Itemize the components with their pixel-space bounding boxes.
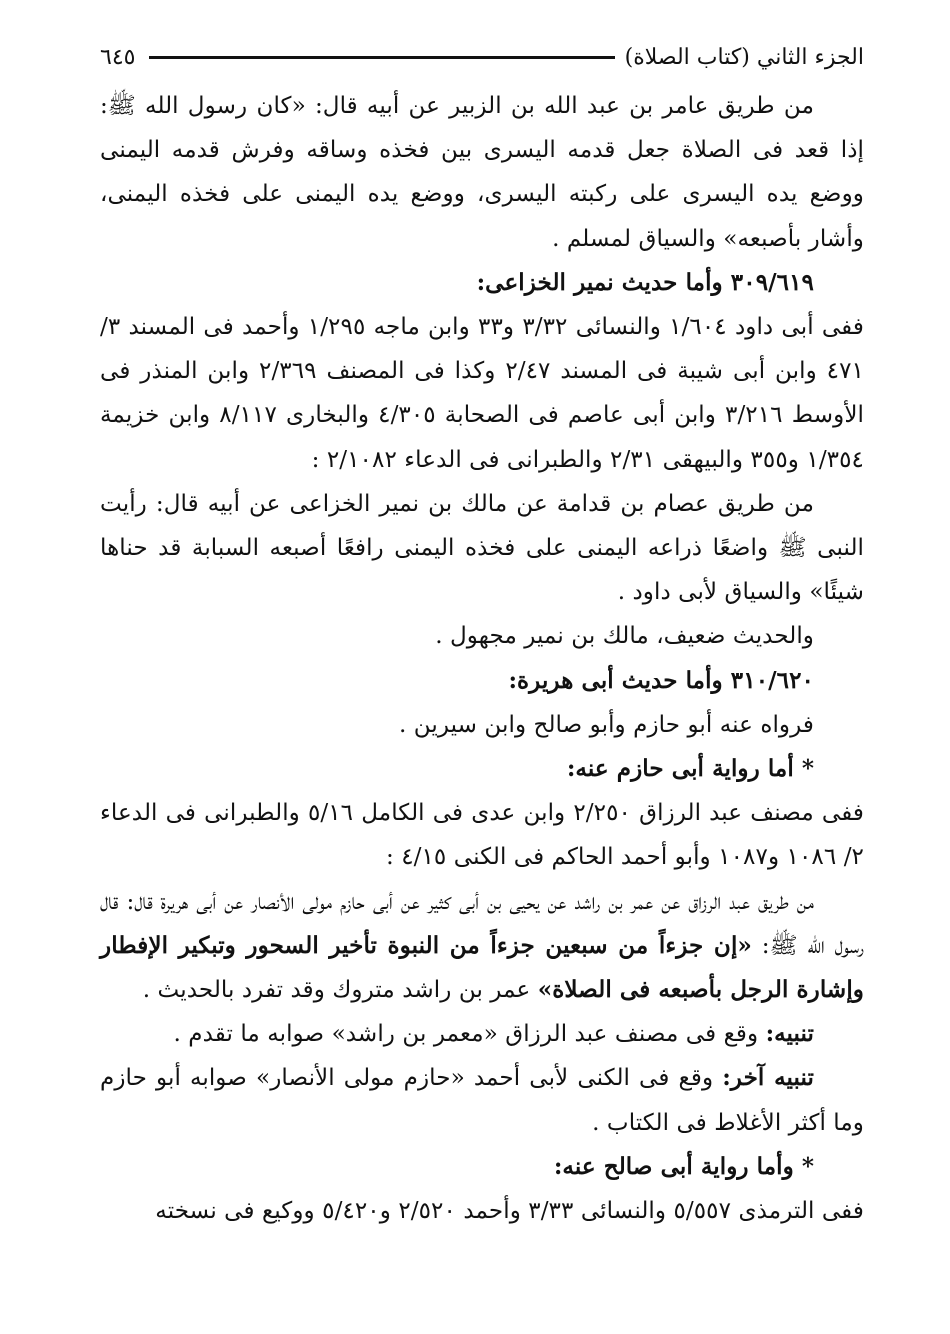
section-heading: ٣١٠/٦٢٠ وأما حديث أبى هريرة: <box>508 666 814 694</box>
subsection-heading: * وأما رواية أبى صالح عنه: <box>553 1152 814 1180</box>
paragraph-hadith-text: من طريق عامر بن عبد الله بن الزبير عن أبيه قال: «كان رسول الله ﷺ: إذا قعد فى الصلاة جعل قدمه اليسرى بين فخذه وساقه وفرش قدمه اليمنى ووضع يده اليسرى على ركبته اليسرى، ووضع يده اليمنى على فخذه اليمنى، وأشار بأصبعه» والسياق لمسلم . <box>100 92 864 252</box>
paragraph-references: ففى الترمذى ٥/٥٥٧ والنسائى ٣/٣٣ وأحمد ٢/٥٢٠ و٥/٤٢٠ ووكيع فى نسخته <box>155 1197 864 1225</box>
paragraph-note <box>100 1012 864 1056</box>
running-header <box>100 34 864 80</box>
paragraph-note <box>100 1056 864 1144</box>
book-page <box>100 34 864 1314</box>
note-label: تنبيه آخر: <box>722 1064 814 1092</box>
paragraph-references: ففى أبى داود ١/٦٠٤ والنسائى ٣/٣٢ و٣٣ وابن ماجه ١/٢٩٥ وأحمد فى المسند ٣/ ٤٧١ وابن أبى شيبة فى المسند ٢/٤٧ وكذا فى المصنف ٢/٣٦٩ وابن المنذر فى الأوسط ٣/٢١٦ وابن أبى عاصم فى الصحابة ٤/٣٠٥ والبخارى ٨/١١٧ وابن خزيمة ١/٣٥٤ و٣٥٥ والبيهقى ٢/٣١ والطبرانى فى الدعاء ٢/١٠٨٢ : <box>100 313 864 473</box>
paragraph-references: ففى مصنف عبد الرزاق ٢/٢٥٠ وابن عدى فى الكامل ٥/١٦ والطبرانى فى الدعاء ٢/ ١٠٨٦ و١٠٨٧ وأبو أحمد الحاكم فى الكنى ٤/١٥ : <box>100 799 865 871</box>
body-text <box>100 84 864 1233</box>
header-rule <box>149 56 614 59</box>
hadith-chain-text: من طريق عبد الرزاق عن عمر بن راشد عن يحيى بن أبى كثير عن أبى حازم مولى الأنصار عن أبى هريرة قال: قال رسول الله ﷺ: <box>100 887 864 959</box>
note-text: وقع فى الكنى لأبى أحمد «حازم مولى الأنصار» صوابه أبو حازم وما أكثر الأغلاط فى الكتاب . <box>100 1064 864 1136</box>
header-title: الجزء الثاني (كتاب الصلاة) <box>624 44 864 70</box>
hadith-grading-text: عمر بن راشد متروك وقد تفرد بالحديث . <box>142 976 538 1004</box>
paragraph-hadith-text <box>100 880 864 1013</box>
subsection-heading: * أما رواية أبى حازم عنه: <box>566 755 814 783</box>
paragraph-hadith-text: من طريق عصام بن قدامة عن مالك بن نمير الخزاعى عن أبيه قال: رأيت النبى ﷺ واضعًا ذراعه اليمنى على فخذه اليمنى رافعًا أصبعه السبابة قد حناها شيئًا» والسياق لأبى داود . <box>100 489 864 606</box>
hadith-matn-bold: «إن جزءاً من سبعين جزءاً من النبوة تأخير السحور وتبكير الإفطار وإشارة الرجل بأصبعه فى الصلاة» <box>100 931 864 1004</box>
note-label: تنبيه: <box>765 1020 814 1048</box>
paragraph-grading: والحديث ضعيف، مالك بن نمير مجهول . <box>435 622 814 650</box>
note-text: وقع فى مصنف عبد الرزاق «معمر بن راشد» صوابه ما تقدم . <box>173 1020 766 1048</box>
paragraph-narrators: فرواه عنه أبو حازم وأبو صالح وابن سيرين . <box>398 710 814 738</box>
section-heading: ٣٠٩/٦١٩ وأما حديث نمير الخزاعى: <box>476 268 814 296</box>
page-number: ٦٤٥ <box>100 44 136 70</box>
